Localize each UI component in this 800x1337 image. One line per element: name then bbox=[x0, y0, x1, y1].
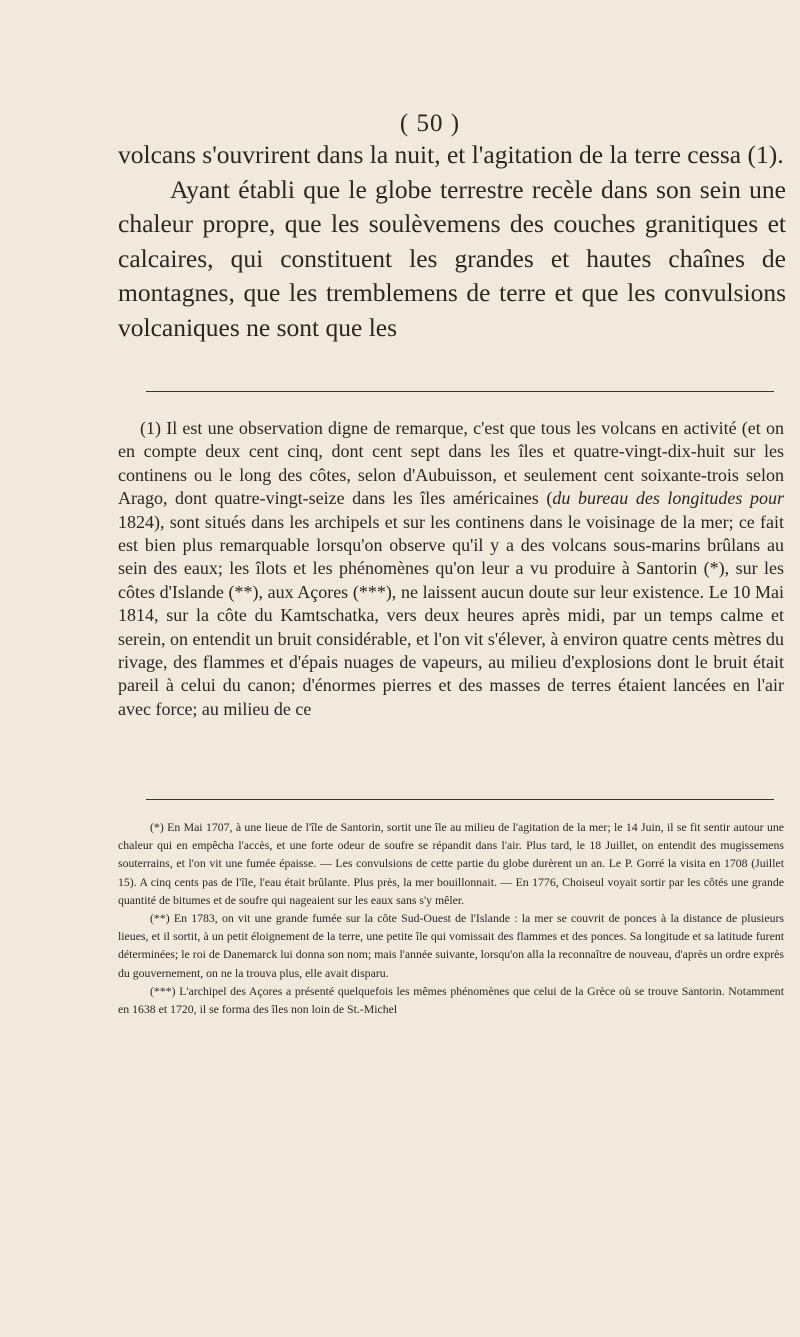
footnote-1-italic: du bureau des longitudes pour bbox=[552, 488, 784, 509]
main-paragraph-2: Ayant établi que le globe terrestre recèle dans son sein une chaleur propre, que les soulèvemens des couches granitiques et calcaires, qui constituent les grandes et hautes chaînes de montagnes, que les tremblemens de terre et que les convulsions volcaniques ne sont que les bbox=[118, 174, 786, 342]
subnote-acores: (***) L'archipel des Açores a présenté quelquefois les mêmes phénomènes que celui de la Grèce où se trouve Santorin. Notamment en 1638 et 1720, il se forma des îles non loin de St.-Michel bbox=[118, 983, 784, 1017]
footnote-1-part-2: 1824), sont situés dans les archipels et sur les continens dans le voisinage de la mer; ce fait est bien plus remarquable lorsqu'on observe qu'il y a des volcans sous-marins brûlans au sein des eaux; les îlots et les phénomènes qu'on leur a vu produire à Santorin (*), sur les côtes d'Islande (**), aux Açores (***), ne laissent aucun doute sur leur existence. Le 10 Mai 1814, sur la côte du Kamtschatka, vers deux heures après midi, par un temps calme et serein, on entendit un bruit considérable, et l'on vit s'élever, à environ quatre cents mètres du rivage, des flammes et d'épais nuages de vapeurs, au milieu d'explosions dont le bruit était pareil à celui du canon; d'énormes pierres et des masses de terres étaient lancées en l'air avec force; au milieu de ce bbox=[118, 511, 784, 719]
subnote-islande: (**) En 1783, on vit une grande fumée sur la côte Sud-Ouest de l'Islande : la mer se couvrit de ponces à la distance de plusieurs lieues, et il sortit, à un petit éloignement de la terre, une petite île qui vomissait des flammes et des ponces. Sa longitude et sa latitude furent déterminées; le roi de Danemarck lui donna son nom; mais l'année suivante, lorsqu'on alla la reconnaître de nouveau, d'après un ordre exprès du gouvernement, on ne la trouva plus, elle avait disparu. bbox=[118, 911, 784, 980]
subnote-santorin: (*) En Mai 1707, à une lieue de l'île de Santorin, sortit une île au milieu de l'agitation de la mer; le 14 Juin, il se fit sentir autour une chaleur qui en empêcha l'accès, et une forte odeur de soufre se répandit dans l'air. Plus tard, le 18 Juillet, on entendit des mugissemens souterrains, et l'on vit une fumée épaisse. — Les convulsions de cette partie du globe durèrent un an. Le P. Gorré la visita en 1708 (Juillet 15). A cinq cents pas de l'île, l'eau était brûlante. Plus près, la mer bouillonnait. — En 1776, Choiseul voyait sortir par les côtés une grande quantité de bitumes et de soufre qui nageaient sur les eaux sans s'y mêler. bbox=[118, 820, 784, 907]
subnote-separator bbox=[146, 799, 774, 800]
footnote-1 bbox=[118, 417, 784, 721]
main-paragraph-1: volcans s'ouvrirent dans la nuit, et l'agitation de la terre cessa (1). bbox=[118, 140, 784, 169]
subnotes bbox=[118, 818, 784, 1018]
footnote-1-part-1: (1) Il est une observation digne de remarque, c'est que tous les volcans en activité (et on en compte deux cent cinq, dont cent sept dans les îles et quatre-vingt-dix-huit sur les continens ou le long des côtes, selon d'Aubuisson, et seulement cent soixante-trois selon Arago, dont quatre-vingt-seize dans les îles américaines ( bbox=[118, 418, 784, 509]
footnote-separator bbox=[146, 391, 774, 392]
footnote-1-text bbox=[118, 417, 784, 721]
main-text bbox=[118, 138, 786, 345]
page-number: ( 50 ) bbox=[399, 110, 461, 137]
